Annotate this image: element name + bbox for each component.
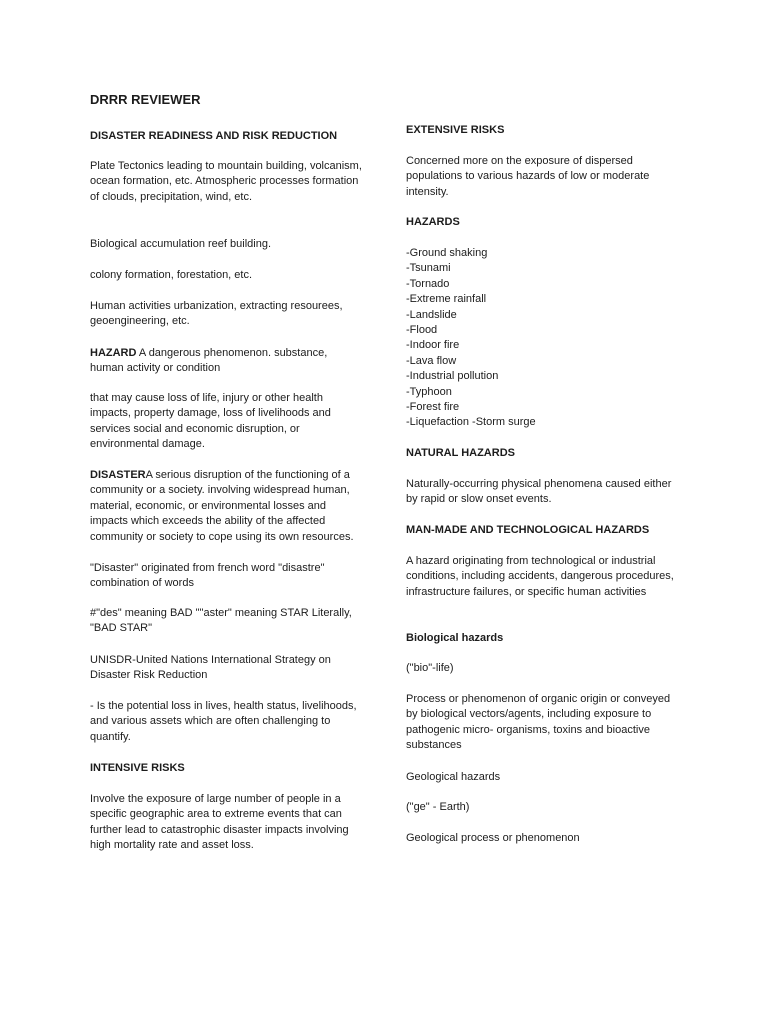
paragraph-potential-loss: - Is the potential loss in lives, health status, livelihoods, and various assets which are often challenging to quantify. <box>90 700 357 743</box>
list-item: -Flood <box>406 324 438 337</box>
paragraph-bio-life: ("bio"-life) <box>406 662 454 674</box>
hazards-list <box>406 246 682 431</box>
paragraph-human-activities: Human activities urbanization, extracting resourees, geoengineering, etc. <box>90 300 343 328</box>
paragraph-man-made-hazards: A hazard originating from technological or industrial conditions, including accidents, dangerous procedures, infrastructure failures, or specific human activities <box>406 555 674 598</box>
section-heading-hazards: HAZARDS <box>406 216 460 228</box>
section-heading-extensive-risks: EXTENSIVE RISKS <box>406 124 505 136</box>
paragraph-intensive-risks: Involve the exposure of large number of people in a specific geographic area to extreme events that can further lead to catastrophic disaster impacts involving high mortality rate and asset loss. <box>90 793 349 852</box>
document-title: DRRR REVIEWER <box>90 92 201 107</box>
section-heading-intensive-risks: INTENSIVE RISKS <box>90 762 185 774</box>
paragraph-bad-star: #"des" meaning BAD ""aster" meaning STAR Literally, "BAD STAR" <box>90 607 352 635</box>
paragraph-colony-formation: colony formation, forestation, etc. <box>90 269 253 281</box>
paragraph-natural-hazards: Naturally-occurring physical phenomena caused either by rapid or slow onset events. <box>406 478 672 506</box>
list-item: -Indoor fire <box>406 339 460 352</box>
disaster-definition-text: A serious disruption of the functioning of a community or a society. involving widespread human, material, economic, or environmental losses and impacts which exceeds the ability of the affected community or society to cope using its own resources. <box>90 469 354 543</box>
list-item: -Ground shaking <box>406 247 488 259</box>
paragraph-plate-tectonics: Plate Tectonics leading to mountain building, volcanism, ocean formation, etc. Atmospheric processes formation of clouds, precipitation, wind, etc. <box>90 160 362 203</box>
paragraph-disaster-definition <box>90 468 362 545</box>
paragraph-biological-hazards: Process or phenomenon of organic origin or conveyed by biological vectors/agents, including exposure to pathogenic micro- organisms, toxins and bioactive substances <box>406 693 671 752</box>
section-heading-man-made-hazards: MAN-MADE AND TECHNOLOGICAL HAZARDS <box>406 524 650 536</box>
heading-geological-hazards: Geological hazards <box>406 771 501 783</box>
hazard-definition-text: A dangerous phenomenon. substance, human activity or condition <box>90 347 328 375</box>
section-heading-natural-hazards: NATURAL HAZARDS <box>406 447 515 459</box>
list-item: -Tornado <box>406 277 450 290</box>
paragraph-ge-earth: ("ge" - Earth) <box>406 801 470 813</box>
list-item: -Lava flow <box>406 354 457 367</box>
paragraph-hazard-definition <box>90 346 362 377</box>
section-heading-drrr: DISASTER READINESS AND RISK REDUCTION <box>90 130 338 142</box>
paragraph-unisdr: UNISDR-United Nations International Strategy on Disaster Risk Reduction <box>90 654 331 682</box>
term-disaster: DISASTER <box>90 469 146 481</box>
paragraph-biological-accumulation: Biological accumulation reef building. <box>90 238 271 250</box>
list-item: -Industrial pollution <box>406 370 499 383</box>
paragraph-disaster-origin: "Disaster" originated from french word "disastre" combination of words <box>90 562 325 590</box>
list-item: -Tsunami <box>406 262 451 275</box>
list-item: -Forest fire <box>406 401 460 414</box>
paragraph-geological-process: Geological process or phenomenon <box>406 832 580 844</box>
list-item: -Landslide <box>406 308 457 321</box>
list-item: -Extreme rainfall <box>406 293 487 306</box>
term-hazard: HAZARD <box>90 347 137 359</box>
list-item: -Liquefaction -Storm surge <box>406 416 536 429</box>
list-item: -Typhoon <box>406 385 452 398</box>
paragraph-extensive-risks: Concerned more on the exposure of dispersed populations to various hazards of low or moderate intensity. <box>406 155 650 198</box>
paragraph-hazard-impacts: that may cause loss of life, injury or other health impacts, property damage, loss of livelihoods and services social and economic disruption, or environmental damage. <box>90 392 331 451</box>
heading-biological-hazards: Biological hazards <box>406 632 504 644</box>
